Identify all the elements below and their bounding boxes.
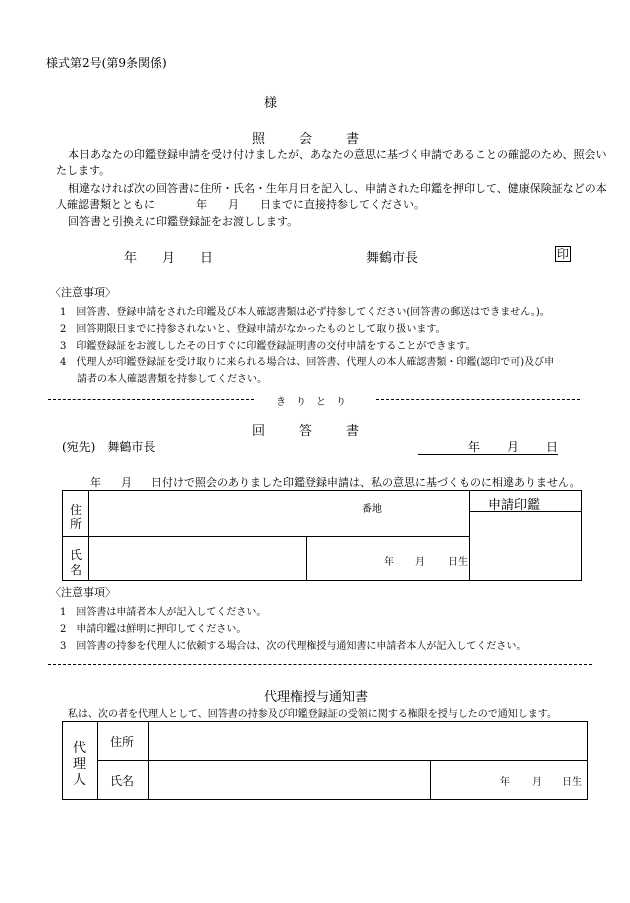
seal-field[interactable] [471, 513, 581, 580]
inquiry-deadline-year: 年 [196, 198, 207, 211]
inquiry-paragraph-3: 回答書と引換えに印鑑登録証をお渡しします。 [68, 215, 299, 228]
birth-month: 月 [415, 557, 425, 568]
inquiry-mayor: 舞鶴市長 [366, 251, 419, 266]
addressee-suffix: 様 [264, 96, 278, 111]
inquiry-date-year: 年 [124, 251, 138, 266]
address-label-1: 住 [70, 503, 83, 517]
proxy-title: 代理権授与通知書 [264, 690, 369, 705]
lot-label: 番地 [362, 504, 382, 515]
reply-title: 回答書 [252, 424, 394, 439]
reply-date-underline [418, 454, 558, 455]
proxy-name-field[interactable] [150, 762, 428, 798]
inquiry-note-2: 2 回答期限日までに持参されないと、登録申請がなかったものとして取り扱います。 [60, 324, 446, 335]
cut-line-right [376, 399, 580, 400]
inquiry-note-4-continued: 請者の本人確認書類を持参してください。 [77, 374, 267, 385]
reply-table-row-divider [62, 536, 469, 537]
inquiry-notes-heading: 〈注意事項〉 [50, 286, 116, 299]
reply-note-2: 2 申請印鑑は鮮明に押印してください。 [60, 624, 247, 635]
inquiry-note-4: 4 代理人が印鑑登録証を受け取りに来られる場合は、回答書、代理人の本人確認書類・印鑑(認印で可)及び申 [60, 357, 555, 368]
reply-statement-year: 年 [90, 476, 101, 489]
reply-date-month: 月 [507, 440, 520, 454]
agent-label-3: 人 [73, 773, 87, 788]
reply-date-day: 日 [546, 440, 559, 454]
cut-line-left [48, 399, 254, 400]
inquiry-date-month: 月 [162, 251, 176, 266]
proxy-address-field[interactable] [150, 723, 586, 758]
reply-table-birth-divider [306, 536, 307, 581]
section-divider [48, 664, 592, 665]
address-label-2: 所 [70, 517, 83, 531]
inquiry-date-day: 日 [200, 251, 214, 266]
birth-year: 年 [384, 557, 394, 568]
inquiry-paragraph-2-line-2a: 人確認書類とともに [56, 198, 155, 211]
inquiry-paragraph-2-line-2b: 日までに直接持参してください。 [260, 198, 425, 211]
inquiry-deadline-month: 月 [228, 198, 239, 211]
birth-day: 日生 [448, 557, 468, 568]
reply-note-3: 3 回答書の持参を代理人に依頼する場合は、次の代理権授与通知書に申請者本人が記入してください。 [60, 641, 527, 652]
reply-addressee: (宛先) 舞鶴市長 [62, 440, 156, 454]
form-number: 様式第2号(第9条関係) [46, 56, 167, 70]
name-field[interactable] [90, 538, 304, 580]
seal-mark: 印 [557, 247, 570, 261]
proxy-birth-month: 月 [532, 777, 542, 788]
name-label-1: 氏 [70, 548, 83, 562]
proxy-birth-day: 日生 [562, 777, 582, 788]
proxy-birth-year: 年 [500, 777, 510, 788]
inquiry-note-1: 1 回答書、登録申請をされた印鑑及び本人確認書類は必ず持参してください(回答書の郵送はできません。)。 [60, 307, 550, 318]
reply-table-seal-divider [469, 490, 470, 581]
reply-statement-month: 月 [121, 476, 132, 489]
agent-label-1: 代 [73, 741, 87, 756]
inquiry-note-3: 3 印鑑登録証をお渡ししたその日すぐに印鑑登録証明書の交付申請をすることができます。 [60, 341, 476, 352]
inquiry-paragraph-1-line-1: 本日あなたの印鑑登録申請を受け付けましたが、あなたの意思に基づく申請であることの確認のため、照会い [68, 148, 607, 161]
address-field[interactable] [90, 512, 468, 534]
reply-date-year: 年 [468, 440, 481, 454]
inquiry-paragraph-2-line-1: 相違なければ次の回答書に住所・氏名・生年月日を記入し、申請された印鑑を押印して、健康保険証などの本 [68, 182, 607, 195]
agent-label-2: 理 [73, 757, 87, 772]
cut-line-label: き り と り [276, 397, 346, 408]
seal-label: 申請印鑑 [488, 498, 541, 513]
proxy-name-label: 氏名 [110, 774, 135, 788]
inquiry-title: 照会書 [252, 132, 394, 147]
inquiry-paragraph-1-line-2: たします。 [56, 164, 111, 177]
proxy-table-birth-divider [430, 760, 431, 800]
name-label-2: 名 [70, 563, 83, 577]
reply-notes-heading: 〈注意事項〉 [50, 586, 116, 599]
reply-statement: 日付けで照会のありました印鑑登録申請は、私の意思に基づくものに相違ありません。 [151, 476, 581, 489]
proxy-table-row-divider [97, 760, 588, 761]
proxy-address-label: 住所 [110, 735, 135, 749]
reply-note-1: 1 回答書は申請者本人が記入してください。 [60, 607, 267, 618]
proxy-statement: 私は、次の者を代理人として、回答書の持参及び印鑑登録証の受領に関する権限を授与したので通知します。 [68, 709, 557, 720]
